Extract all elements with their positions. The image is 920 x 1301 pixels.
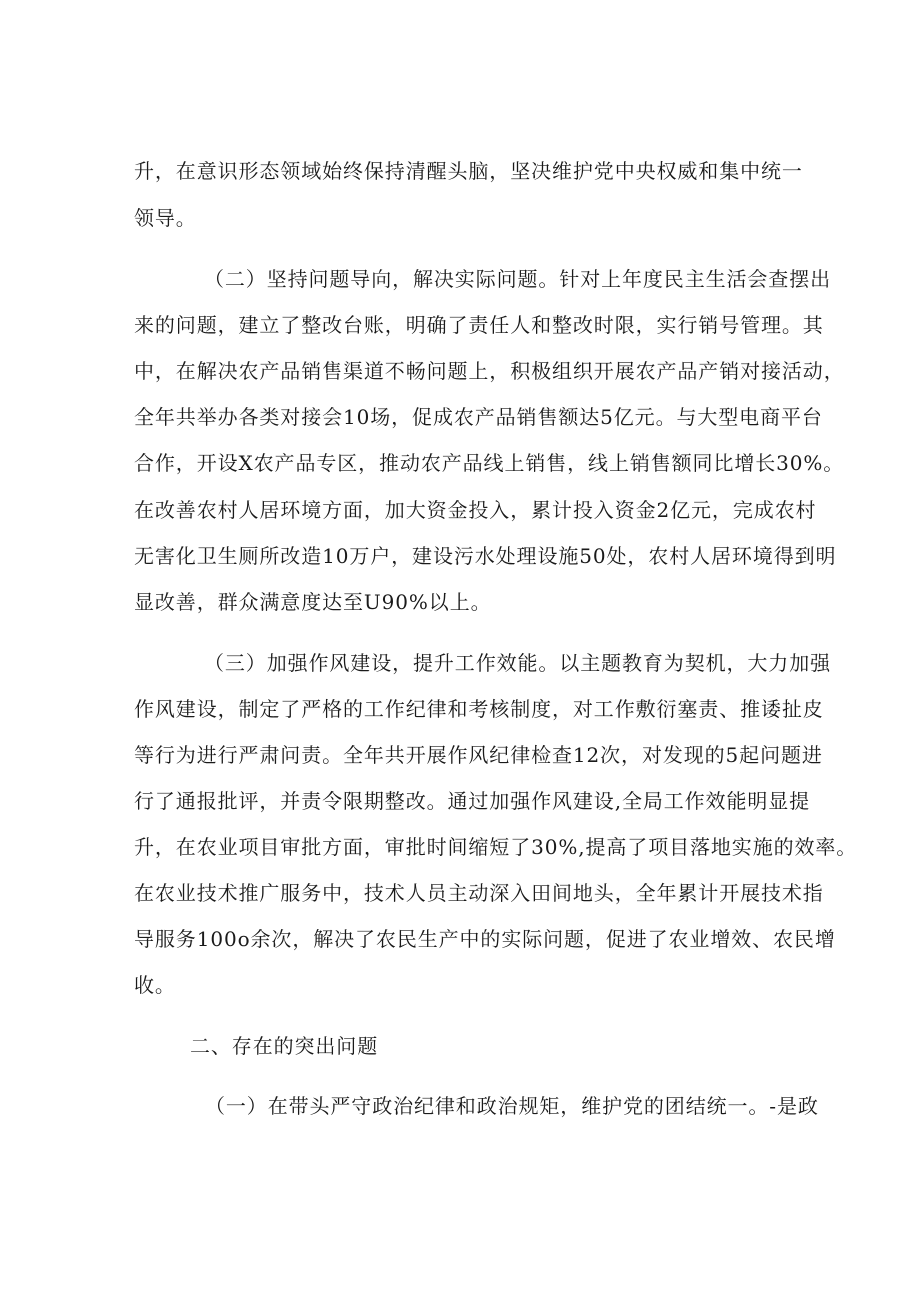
text-line-9: 无害化卫生厕所改造10万户，建设污水处理设施50处，农村人居环境得到明 [134, 544, 837, 568]
section-2-heading-line: （二）坚持问题导向，解决实际问题。针对上年度民主生活会查摆出 [204, 267, 831, 291]
text-line-5: 中，在解决农产品销售渠道不畅问题上，积极组织开展农产品产销对接活动， [134, 359, 845, 383]
text-line-14: 行了通报批评，并责令限期整改。通过加强作风建设,全局工作效能明显提 [134, 789, 811, 813]
text-line-8: 在改善农村人居环境方面，加大资金投入，累计投入资金2亿元，完成农村 [134, 498, 817, 522]
text-line-15: 升，在农业项目审批方面，审批时间缩短了30%,提高了项目落地实施的效率。 [134, 835, 858, 859]
text-line-12: 作风建设，制定了严格的工作纪律和考核制度，对工作敷衍塞责、推诿扯皮 [134, 697, 824, 721]
text-line-18: 收。 [134, 973, 176, 997]
text-line-16: 在农业技术推广服务中，技术人员主动深入田间地头，全年累计开展技术指 [134, 881, 824, 905]
text-line-13: 等行为进行严肃问责。全年共开展作风纪律检查12次，对发现的5起问题进 [134, 743, 823, 767]
text-line-17: 导服务100o余次，解决了农民生产中的实际问题，促进了农业增效、农民增 [134, 927, 836, 951]
text-line-2: 领导。 [134, 206, 197, 230]
text-line-7: 合作，开设X农产品专区，推动农产品线上销售，线上销售额同比增长30%。 [134, 451, 845, 475]
subsection-1-heading-line: （一）在带头严守政治纪律和政治规矩，维护党的团结统一。-是政 [205, 1094, 819, 1118]
section-heading-problems: 二、存在的突出问题 [190, 1034, 379, 1058]
text-line-4: 来的问题，建立了整改台账，明确了责任人和整改时限，实行销号管理。其 [134, 313, 824, 337]
text-line-1: 升，在意识形态领域始终保持清醒头脑，坚决维护党中央权威和集中统一 [134, 159, 803, 183]
text-line-6: 全年共举办各类对接会10场，促成农产品销售额达5亿元。与大型电商平台 [134, 405, 823, 429]
section-3-heading-line: （三）加强作风建设，提升工作效能。以主题教育为契机，大力加强 [204, 651, 831, 675]
text-line-10: 显改善，群众满意度达至U90%以上。 [134, 590, 492, 614]
